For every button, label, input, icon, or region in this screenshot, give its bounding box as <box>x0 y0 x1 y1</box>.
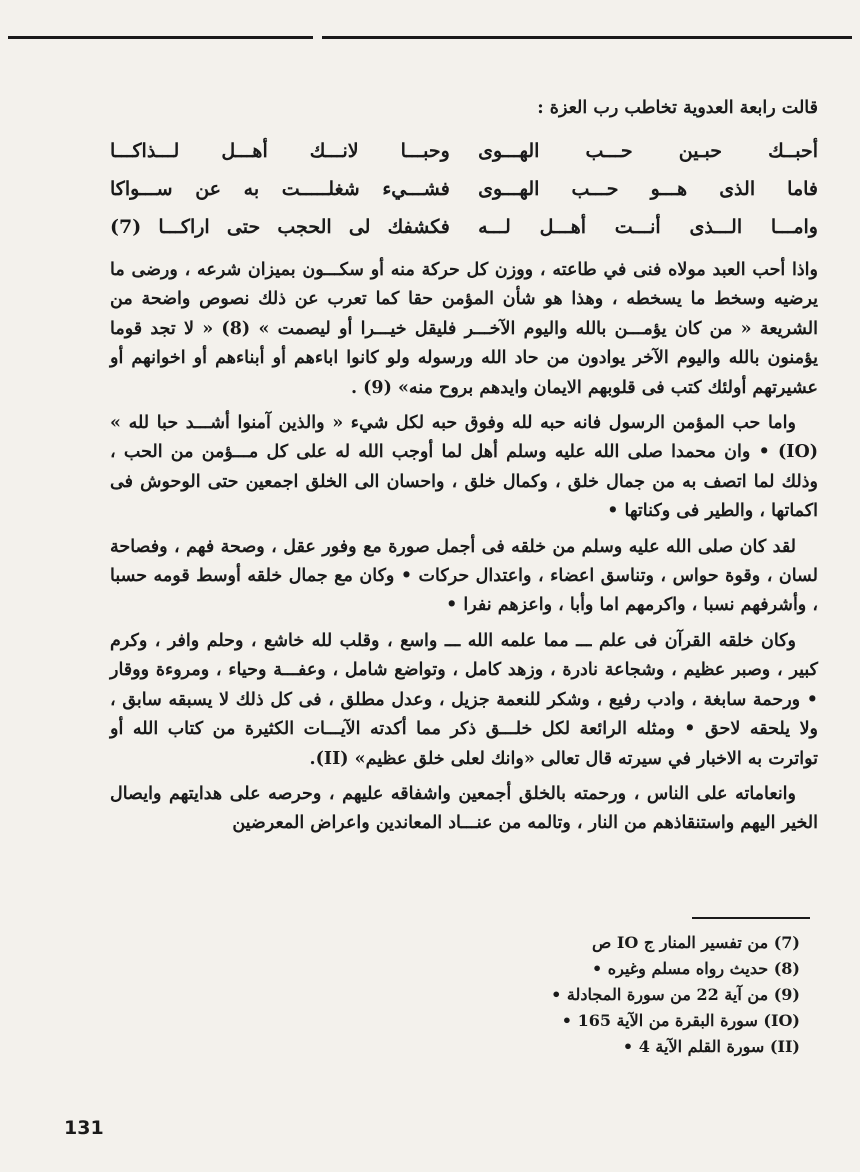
footnote: (IO) سورة البقرة من الآية 165 • <box>561 1011 800 1030</box>
poem-hemistich-left: وحبـــا لانـــك أهـــل لـــذاكـــا <box>110 140 450 162</box>
footnote-rule <box>692 917 810 919</box>
poem-hemistich-right: وامـــا الـــذى أنـــت أهـــل لـــه <box>478 216 818 238</box>
poem-hemistich-right: فاما الذى هـــو حـــب الهـــوى <box>478 178 818 200</box>
footnote: (7) من تفسير المنار ج IO ص <box>591 933 800 952</box>
poem <box>110 132 818 246</box>
poem-hemistich-right: أحبــك حبـين حـــب الهـــوى <box>478 140 818 162</box>
paragraph: وكان خلقه القرآن فى علم ـــ مما علمه الله ـــ واسع ، وقلب لله خاشع ، وحلم وافر ، وكرم كبير ، وصبر عظيم ، وشجاعة نادرة ، وزهد كامل ، وتواضع شامل ، وعفـــة وحياء ، ومروءة ووقار • ورحمة سابغة ، وادب رفيع ، وشكر للنعمة جزيل ، وعدل مطلق ، فى كل ذلك لا يسبقه سابق ، ولا يلحقه لاحق • ومثله الرائعة لكل خلـــق ذكر مما أكدته الآيـــات الكثيرة من كتاب الله أو تواترت به الاخبار في سيرته قال تعالى «وانك لعلى خلق عظيم» (II). <box>110 630 818 769</box>
paragraph: وانعاماته على الناس ، ورحمته بالخلق أجمعين واشفاقه عليهم ، وحرصه على هدايتهم وايصال الخير اليهم واستنقاذهم من النار ، وتالمه من عنـــاد المعاندين واعراض المعرضين <box>110 783 818 834</box>
intro-line: قالت رابعة العدوية تخاطب رب العزة : <box>537 98 818 118</box>
footnote: (II) سورة القلم الآية 4 • <box>622 1037 800 1056</box>
footnote: (8) حديث رواه مسلم وغيره • <box>591 959 800 978</box>
body-text <box>110 256 818 845</box>
poem-line <box>110 132 818 170</box>
poem-line <box>110 170 818 208</box>
footnotes <box>380 930 800 1060</box>
footnote: (9) من آية 22 من سورة المجادلة • <box>551 985 800 1004</box>
paragraph: واما حب المؤمن الرسول فانه حبه لله وفوق حبه لكل شيء « والذين آمنوا أشـــد حبا لله » (IO) • وان محمدا صلى الله عليه وسلم أهل لما أوجب الله له على كل مـــؤمن من الحب ، وذلك لما اتصف به من جمال خلق ، وكمال خلق ، واحسان الى الخلق اجمعين حتى الوحوش فى اكماتها ، والطير فى وكناتها • <box>110 413 818 522</box>
header-rule-left <box>8 36 313 39</box>
poem-hemistich-left: فشـــيء شغلـــــت به عن ســـواكا <box>110 178 450 200</box>
header-rule-right <box>322 36 852 39</box>
poem-hemistich-left: فكشفك لى الحجب حتى اراكـــا (7) <box>110 216 450 238</box>
paragraph: لقد كان صلى الله عليه وسلم من خلقه فى أجمل صورة مع وفور عقل ، وصحة فهم ، وفصاحة لسان ، وقوة حواس ، وتناسق اعضاء ، واعتدال حركات • وكان مع جمال خلقه أوسط قومه حسبا ، وأشرفهم نسبا ، واكرمهم اما وأبا ، واعزهم نفرا • <box>110 536 818 616</box>
paragraph: واذا أحب العبد مولاه فنى في طاعته ، ووزن كل حركة منه أو سكـــون بميزان شرعه ، ورضى ما يرضيه وسخط ما يسخطه ، وهذا هو شأن المؤمن حقا كما تعرب عن ذلك نصوص واضحة من الشريعة « من كان يؤمـــن بالله واليوم الآخـــر فليقل خيـــرا أو ليصمت » (8) « لا تجد قوما يؤمنون بالله واليوم الآخر يوادون من حاد الله ورسوله ولو كانوا اباءهم أو أبناءهم أو اخوانهم أو عشيرتهم أولئك كتب فى قلوبهم الايمان وايدهم بروح منه» (9) . <box>110 260 818 398</box>
poem-line <box>110 208 818 246</box>
page-number: 131 <box>64 1117 104 1139</box>
